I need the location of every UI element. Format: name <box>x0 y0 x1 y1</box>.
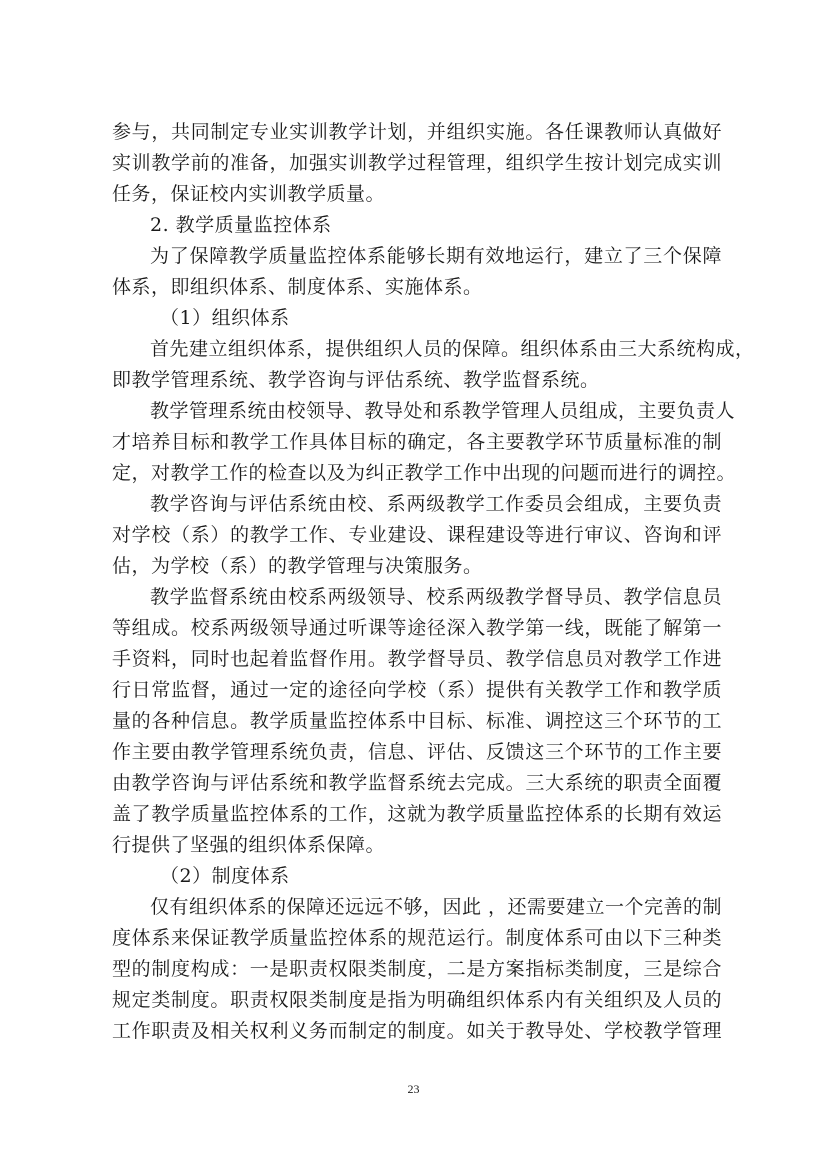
text-line: 才培养目标和教学工作具体目标的确定，各主要教学环节质量标准的制 <box>112 431 722 453</box>
text-line: 实训教学前的准备，加强实训教学过程管理，组织学生按计划完成实训 <box>112 152 722 174</box>
text-line: 教学管理系统由校领导、教导处和系教学管理人员组成，主要负责人 <box>150 400 736 422</box>
text-line: 对学校（系）的教学工作、专业建设、课程建设等进行审议、咨询和评 <box>112 524 722 546</box>
text-line: 教学监督系统由校系两级领导、校系两级教学督导员、教学信息员 <box>150 586 722 608</box>
text-line: 型的制度构成：一是职责权限类制度，二是方案指标类制度，三是综合 <box>112 958 722 980</box>
text-line: 教学咨询与评估系统由校、系两级教学工作委员会组成，主要负责 <box>150 493 722 515</box>
subsection-heading: （1）组织体系 <box>160 307 290 329</box>
text-line: 首先建立组织体系，提供组织人员的保障。组织体系由三大系统构成， <box>150 338 755 360</box>
text-line: 仅有组织体系的保障还远远不够，因此 ，还需要建立一个完善的制 <box>150 896 723 918</box>
subsection-heading: （2）制度体系 <box>160 865 290 887</box>
text-line: 估，为学校（系）的教学管理与决策服务。 <box>112 555 483 577</box>
text-line: 作主要由教学管理系统负责，信息、评估、反馈这三个环节的工作主要 <box>112 741 722 763</box>
text-line: 行提供了坚强的组织体系保障。 <box>112 834 386 856</box>
text-line: 工作职责及相关权利义务而制定的制度。如关于教导处、学校教学管理 <box>112 1020 722 1042</box>
text-line: 规定类制度。职责权限类制度是指为明确组织体系内有关组织及人员的 <box>112 989 722 1011</box>
text-line: 由教学咨询与评估系统和教学监督系统去完成。三大系统的职责全面覆 <box>112 772 722 794</box>
body-text <box>112 117 755 1047</box>
text-line: 即教学管理系统、教学咨询与评估系统、教学监督系统。 <box>112 369 600 391</box>
text-line: 为了保障教学质量监控体系能够长期有效地运行，建立了三个保障 <box>150 245 722 267</box>
text-line: 行日常监督，通过一定的途径向学校（系）提供有关教学工作和教学质 <box>112 679 722 701</box>
text-line: 手资料，同时也起着监督作用。教学督导员、教学信息员对教学工作进 <box>112 648 722 670</box>
text-line: 参与，共同制定专业实训教学计划，并组织实施。各任课教师认真做好 <box>112 121 722 143</box>
text-line: 定，对教学工作的检查以及为纠正教学工作中出现的问题而进行的调控。 <box>112 462 737 484</box>
text-line: 量的各种信息。教学质量监控体系中目标、标准、调控这三个环节的工 <box>112 710 722 732</box>
text-line: 体系，即组织体系、制度体系、实施体系。 <box>112 276 483 298</box>
page-number: 23 <box>407 1082 420 1096</box>
text-line: 等组成。校系两级领导通过听课等途径深入教学第一线，既能了解第一 <box>112 617 722 639</box>
text-line: 盖了教学质量监控体系的工作，这就为教学质量监控体系的长期有效运 <box>112 803 722 825</box>
text-line: 度体系来保证教学质量监控体系的规范运行。制度体系可由以下三种类 <box>112 927 722 949</box>
text-line: 任务，保证校内实训教学质量。 <box>112 183 386 205</box>
section-heading: 2. 教学质量监控体系 <box>150 214 332 236</box>
